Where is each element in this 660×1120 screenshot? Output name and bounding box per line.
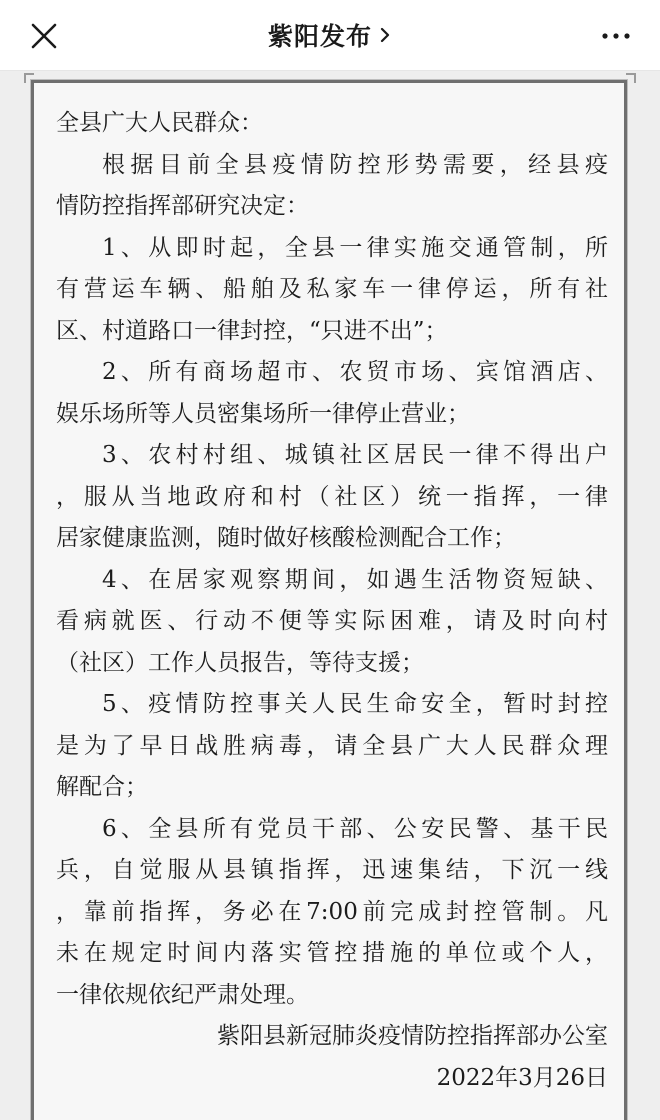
notice-body xyxy=(56,103,608,1099)
notice-line: 根据目前全县疫情防控形势需要，经县疫 xyxy=(102,151,608,178)
notice-item-2: 2、所有商场超市、农贸市场、宾馆酒店、 xyxy=(102,359,608,385)
notice-item-3: 3、农村村组、城镇社区居民一律不得出户 xyxy=(102,442,608,468)
chevron-right-icon xyxy=(378,24,392,46)
notice-item-5: 5、疫情防控事关人民生命安全，暂时封控 xyxy=(102,691,608,717)
more-dots-icon xyxy=(596,22,636,50)
notice-line: 区、村道路口一律封控，“只进不出”； xyxy=(56,317,448,344)
notice-line: 一律依规依纪严肃处理。 xyxy=(56,981,309,1008)
top-nav-bar xyxy=(0,0,660,71)
notice-line: 娱乐场所等人员密集场所一律停止营业； xyxy=(56,400,470,427)
close-button[interactable] xyxy=(22,16,62,56)
notice-line: 解配合； xyxy=(56,774,148,800)
notice-line: ，服从当地政府和村（社区）统一指挥，一律 xyxy=(56,483,608,510)
notice-item-4: 4、在居家观察期间，如遇生活物资短缺、 xyxy=(102,566,608,593)
notice-line: 居家健康监测，随时做好核酸检测配合工作； xyxy=(56,525,516,551)
notice-issuer: 紫阳县新冠肺炎疫情防控指挥部办公室 xyxy=(217,1023,608,1049)
account-title: 紫阳发布 xyxy=(267,22,372,51)
notice-line: 兵，自觉服从县镇指挥，迅速集结，下沉一线 xyxy=(56,857,608,883)
frame-corner-right xyxy=(626,73,636,83)
notice-salutation: 全县广大人民群众： xyxy=(56,110,263,136)
more-options-button[interactable] xyxy=(596,22,636,50)
notice-line: 情防控指挥部研究决定： xyxy=(56,193,309,219)
notice-line: 看病就医、行动不便等实际困难，请及时向村 xyxy=(56,608,608,634)
notice-item-1: 1、从即时起，全县一律实施交通管制，所 xyxy=(102,234,608,261)
notice-item-6: 6、全县所有党员干部、公安民警、基干民 xyxy=(102,815,608,842)
close-icon xyxy=(22,16,62,56)
notice-date: 2022年3月26日 xyxy=(436,1064,608,1091)
account-title-button[interactable] xyxy=(268,17,392,53)
notice-line: 是为了早日战胜病毒，请全县广大人民群众理 xyxy=(56,732,608,759)
notice-line: 有营运车辆、船舶及私家车一律停运，所有社 xyxy=(56,276,608,302)
notice-line: （社区）工作人员报告，等待支援； xyxy=(56,649,424,676)
notice-line: ，靠前指挥，务必在7:00前完成封控管制。凡 xyxy=(56,898,608,925)
notice-line: 未在规定时间内落实管控措施的单位或个人， xyxy=(56,940,608,966)
